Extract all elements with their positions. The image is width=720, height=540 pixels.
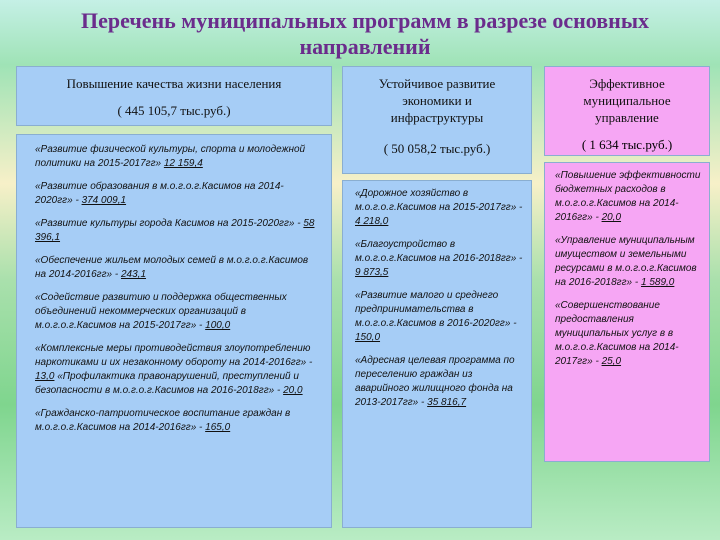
col1-list [16,134,332,528]
col3-list [544,162,710,462]
col2-heading: Устойчивое развитие экономики и инфраструктуры [378,76,496,125]
list-item: «Гражданско-патриотическое воспитание граждан в м.о.г.о.г.Касимов на 2014-2016гг» - 165,0 [35,408,291,433]
col2-amount: ( 50 058,2 тыс.руб.) [383,141,491,156]
col1-heading-box [16,66,332,126]
col2-heading-box [342,66,532,174]
col1-amount: ( 445 105,7 тыс.руб.) [117,103,231,118]
col3-amount: ( 1 634 тыс.руб.) [581,137,673,152]
col1-heading: Повышение качества жизни населения [66,76,282,91]
list-item: «Повышение эффективности бюджетных расходов в м.о.г.о.г.Касимов на 2014-2016гг» - 20,0 [555,170,701,223]
list-item: «Комплексные меры противодействия злоупотреблению наркотиками и их незаконному обороту на 2014-2016гг» - 13,0 «Профилактика правонарушений, преступлений и безопасности в м.о.г.о.г.Касимов на 2016-2018гг» - 20,0 [35,343,313,396]
list-item: «Развитие культуры города Касимов на 2015-2020гг» - 58 396,1 [35,218,315,243]
page-title: Перечень муниципальных программ в разрезе основных направлений [81,8,649,59]
list-item: «Дорожное хозяйство в м.о.г.о.г.Касимов на 2015-2017гг» - 4 218,0 [355,188,523,227]
list-item: «Адресная целевая программа по переселению граждан из аварийного жилищного фонда на 2013-2017гг» - 35 816,7 [355,355,515,408]
col3-heading: Эффективное муниципальное управление [583,76,671,125]
list-item: «Развитие малого и среднего предпринимательства в м.о.г.о.г.Касимов в 2016-2020гг» - 150,0 [355,290,517,343]
list-item: «Развитие физической культуры, спорта и молодежной политики на 2015-2017гг» 12 159,4 [35,144,306,169]
list-item: «Содействие развитию и поддержка общественных объединений некоммерческих организаций в м.о.г.о.г.Касимов на 2015-2017гг» - 100,0 [35,292,287,331]
list-item: «Развитие образования в м.о.г.о.г.Касимов на 2014-2020гг» - 374 009,1 [35,181,284,206]
col2-list [342,180,532,528]
list-item: «Управление муниципальным имуществом и земельными ресурсами в м.о.г.о.г.Касимов на 2016-2018гг» - 1 589,0 [555,235,697,288]
list-item: «Совершенствование предоставления муниципальных услуг в в м.о.г.о.г.Касимов на 2014-2017гг» - 25,0 [555,300,679,367]
list-item: «Обеспечение жильем молодых семей в м.о.г.о.г.Касимов на 2014-2016гг» - 243,1 [35,255,309,280]
list-item: «Благоустройство в м.о.г.о.г.Касимов на 2016-2018гг» - 9 873,5 [355,239,523,278]
